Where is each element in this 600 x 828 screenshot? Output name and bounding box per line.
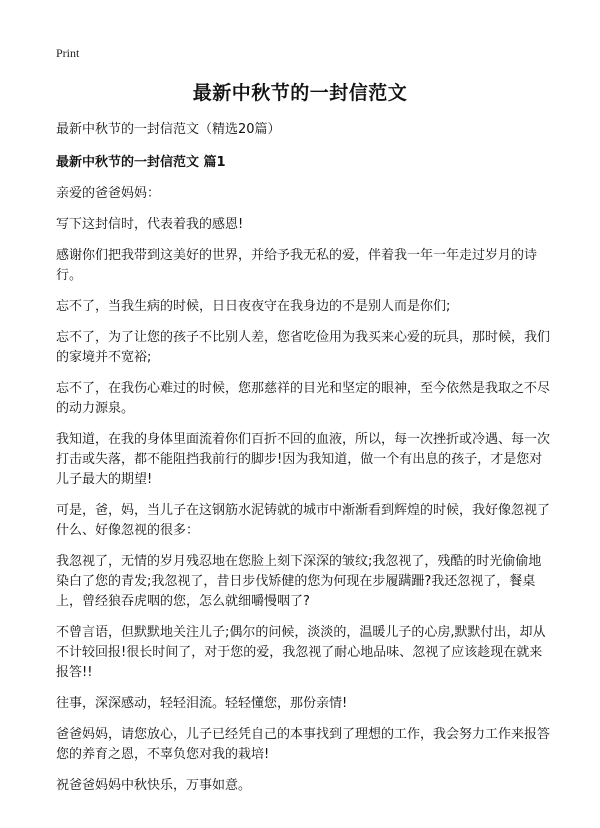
section-heading: 最新中秋节的一封信范文 篇1 — [56, 155, 226, 170]
salutation: 亲爱的爸爸妈妈： — [56, 186, 161, 201]
body-paragraph: 感谢你们把我带到这美好的世界，并给予我无私的爱，伴着我一年一年走过岁月的诗行。 — [56, 248, 538, 283]
document-subtitle: 最新中秋节的一封信范文（精选20篇） — [56, 122, 281, 137]
body-paragraph: 忘不了，在我伤心难过的时候，您那慈祥的目光和坚定的眼神，至今依然是我取之不尽的动力源泉。 — [56, 381, 551, 416]
body-paragraph: 写下这封信时，代表着我的感恩! — [56, 217, 244, 232]
body-paragraph: 可是，爸，妈，当儿子在这钢筋水泥铸就的城市中渐渐看到辉煌的时候，我好像忽视了什么、好像忽视的很多： — [56, 503, 551, 538]
document-body — [56, 120, 550, 807]
body-paragraph: 忘不了，当我生病的时候，日日夜夜守在我身边的不是别人而是你们; — [56, 299, 451, 314]
body-paragraph: 我忽视了，无情的岁月残忍地在您脸上刻下深深的皱纹;我忽视了，残酷的时光偷偷地染白了您的青发;我忽视了，昔日步伐矫健的您为何现在步履蹒跚?我还忽视了，餐桌上，曾经狼吞虎咽的您，怎么就细嚼慢咽了? — [56, 554, 542, 609]
page-title: 最新中秋节的一封信范文 — [192, 82, 408, 104]
body-paragraph: 往事，深深感动，轻轻泪流。轻轻懂您，那份亲情! — [56, 696, 348, 711]
body-paragraph: 忘不了，为了让您的孩子不比别人差，您省吃俭用为我买来心爱的玩具，那时候，我们的家境并不宽裕; — [56, 330, 551, 365]
body-paragraph: 不曾言语，但默默地关注儿子;偶尔的问候，淡淡的，温暖儿子的心房,默默付出，却从不计较回报!很长时间了，对于您的爱，我忽视了耐心地品味、忽视了应该趁现在就来报答!! — [56, 625, 546, 680]
closing-wish: 祝爸爸妈妈中秋快乐，万事如意。 — [56, 778, 252, 793]
print-link[interactable]: Print — [56, 46, 80, 60]
body-paragraph: 我知道，在我的身体里面流着你们百折不回的血液，所以，每一次挫折或冷遇、每一次打击或失落，都不能阻挡我前行的脚步!因为我知道，做一个有出息的孩子，才是您对儿子最大的期望! — [56, 432, 551, 487]
body-paragraph: 爸爸妈妈，请您放心，儿子已经凭自己的本事找到了理想的工作，我会努力工作来报答您的养育之恩，不辜负您对我的栽培! — [56, 727, 551, 762]
